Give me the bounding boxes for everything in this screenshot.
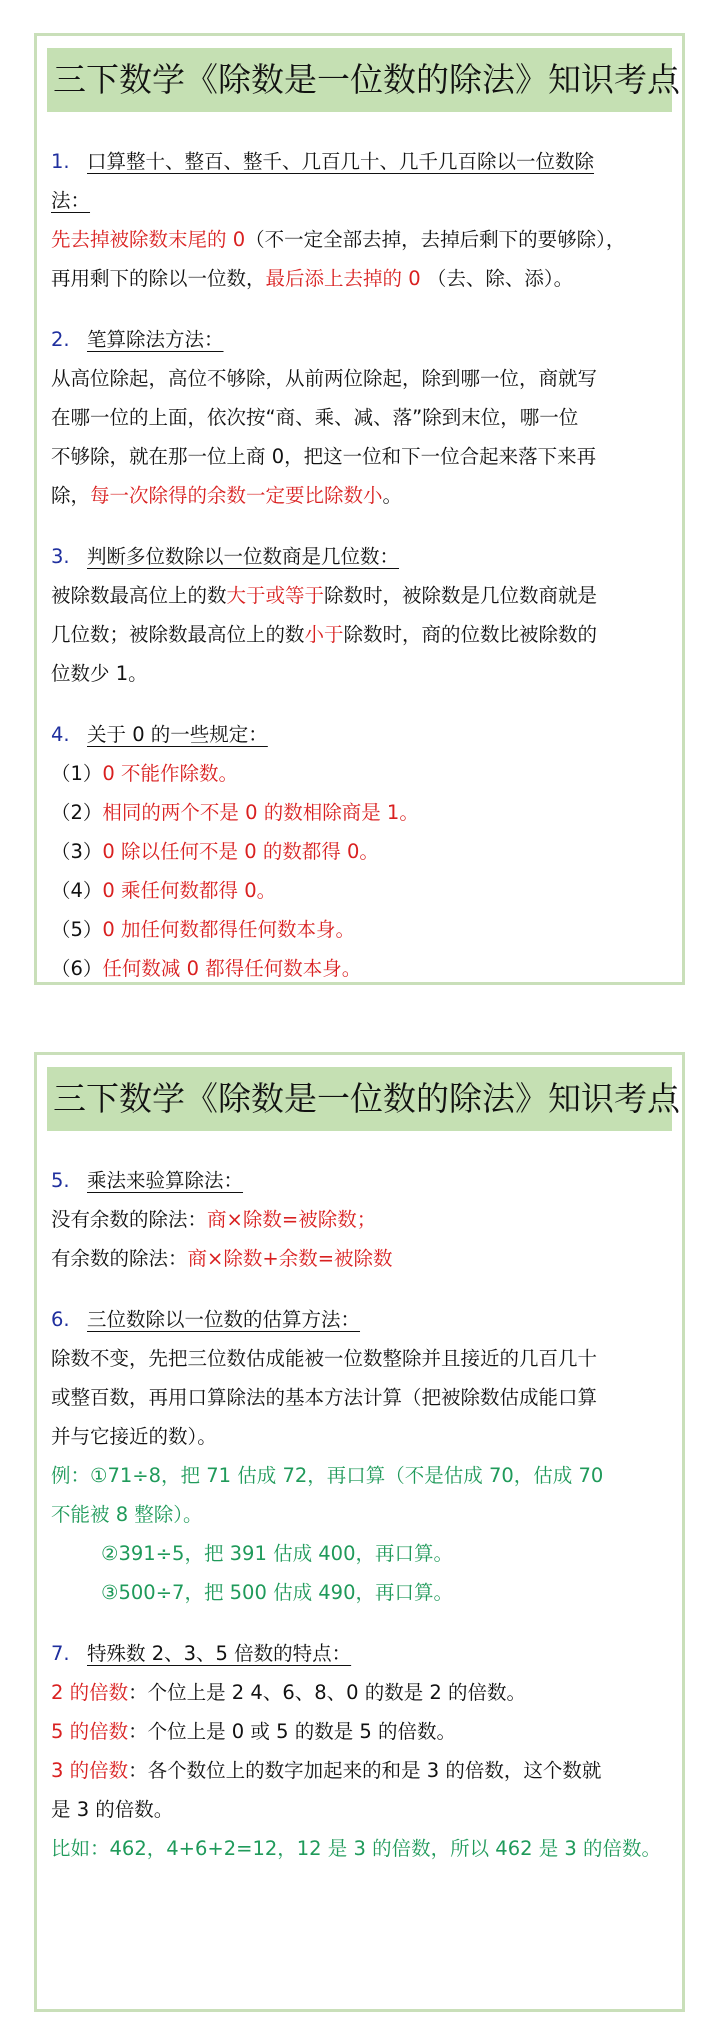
rule-item: （3）0 除以任何不是 0 的数都得 0。 — [51, 840, 379, 863]
section-2-line-3: 不够除，就在那一位上商 0，把这一位和下一位合起来落下来再 — [51, 445, 597, 468]
knowledge-card-2 — [34, 1052, 685, 2012]
rule-item: （2）相同的两个不是 0 的数相除商是 1。 — [51, 801, 419, 824]
section-3-line-2: 几位数；被除数最高位上的数小于除数时，商的位数比被除数的 — [51, 623, 598, 646]
section-4-heading: 4. 关于 0 的一些规定： — [51, 723, 268, 746]
card-content — [47, 1131, 672, 1868]
section-6-example-1: 例：①71÷8，把 71 估成 72，再口算（不是估成 70，估成 70 — [51, 1464, 604, 1487]
rule-item: （1）0 不能作除数。 — [51, 762, 239, 785]
section-5-heading: 5. 乘法来验算除法： — [51, 1169, 244, 1192]
rule-item: （4）0 乘任何数都得 0。 — [51, 879, 277, 902]
section-1-line-2: 再用剩下的除以一位数，最后添上去掉的 0 （去、除、添）。 — [51, 267, 574, 290]
card-title: 三下数学《除数是一位数的除法》知识考点 — [47, 1067, 672, 1131]
section-1-line-1: 先去掉被除数末尾的 0（不一定全部去掉，去掉后剩下的要够除）， — [51, 228, 626, 251]
section-6-example-2: ②391÷5，把 391 估成 400，再口算。 — [101, 1542, 453, 1565]
rule-item: （6）任何数减 0 都得任何数本身。 — [51, 957, 362, 980]
section-5-line-1: 没有余数的除法：商×除数=被除数； — [51, 1208, 377, 1231]
section-6-line-2: 或整百数，再用口算除法的基本方法计算（把被除数估成能口算 — [51, 1386, 598, 1409]
section-7-example: 比如：462，4+6+2=12，12 是 3 的倍数，所以 462 是 3 的倍数。 — [51, 1837, 662, 1860]
section-2-heading: 2. 笔算除法方法： — [51, 328, 224, 351]
section-2-line-4: 除，每一次除得的余数一定要比除数小。 — [51, 484, 403, 507]
section-2-line-1: 从高位除起，高位不够除，从前两位除起，除到哪一位，商就写 — [51, 367, 598, 390]
section-7-line-4: 是 3 的倍数。 — [51, 1798, 174, 1821]
knowledge-card-1 — [34, 33, 685, 985]
section-6-example-1-cont: 不能被 8 整除）。 — [51, 1503, 203, 1526]
section-5-line-2: 有余数的除法：商×除数+余数=被除数 — [51, 1247, 393, 1270]
section-7-line-3: 3 的倍数：各个数位上的数字加起来的和是 3 的倍数，这个数就 — [51, 1759, 602, 1782]
section-3-heading: 3. 判断多位数除以一位数商是几位数： — [51, 545, 400, 568]
section-6-line-1: 除数不变，先把三位数估成能被一位数整除并且接近的几百几十 — [51, 1347, 598, 1370]
section-2-line-2: 在哪一位的上面，依次按“商、乘、减、落”除到末位，哪一位 — [51, 406, 579, 429]
card-title: 三下数学《除数是一位数的除法》知识考点 — [47, 48, 672, 112]
section-6-example-3: ③500÷7，把 500 估成 490，再口算。 — [101, 1581, 453, 1604]
rule-item: （5）0 加任何数都得任何数本身。 — [51, 918, 356, 941]
section-1-heading: 1. 口算整十、整百、整千、几百几十、几千几百除以一位数除 — [51, 150, 595, 173]
section-7-line-2: 5 的倍数：个位上是 0 或 5 的数是 5 的倍数。 — [51, 1720, 457, 1743]
section-3-line-1: 被除数最高位上的数大于或等于除数时，被除数是几位数商就是 — [51, 584, 598, 607]
card-content — [47, 112, 672, 988]
section-6-line-3: 并与它接近的数）。 — [51, 1425, 217, 1448]
section-1-heading-cont: 法： — [51, 189, 91, 212]
section-6-heading: 6. 三位数除以一位数的估算方法： — [51, 1308, 361, 1331]
section-7-heading: 7. 特殊数 2、3、5 倍数的特点： — [51, 1642, 352, 1665]
section-7-line-1: 2 的倍数：个位上是 2 4、6、8、0 的数是 2 的倍数。 — [51, 1681, 527, 1704]
section-3-line-3: 位数少 1。 — [51, 662, 148, 685]
